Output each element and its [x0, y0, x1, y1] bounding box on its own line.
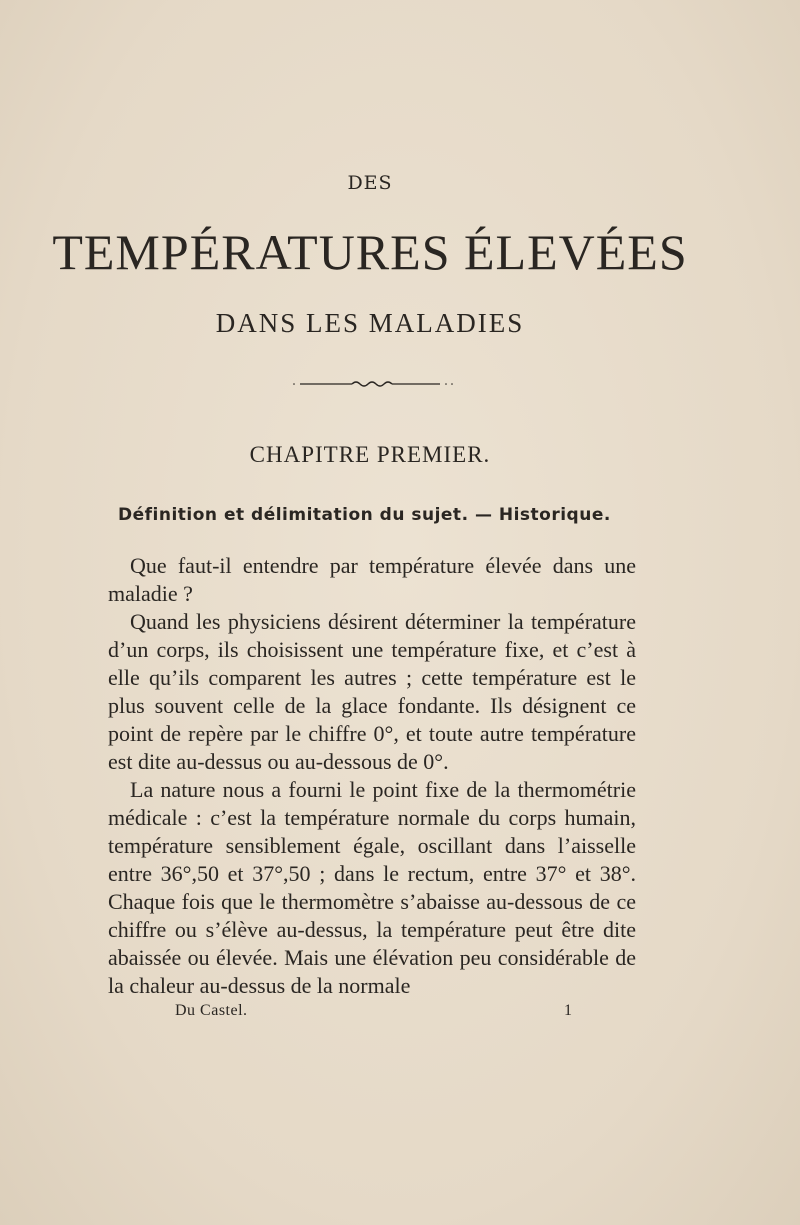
paragraph: Quand les physiciens désirent déterminer la température d’un corps, ils choisissent une température fixe, et c’est à elle qu’ils comparent les autres ; cette température est le plus souvent celle de la glace fondante. Ils désignent ce point de repère par le chiffre 0°, et toute autre température est dite au-dessus ou au-dessous de 0°. [108, 609, 636, 774]
book-title: TEMPÉRATURES ÉLEVÉES [52, 224, 688, 280]
paragraph: La nature nous a fourni le point fixe de la thermométrie médicale : c’est la température normale du corps humain, température sensiblement égale, oscillant dans l’aisselle entre 36°,50 et 37°,50 ; dans le rectum, entre 37° et 38°. Chaque fois que le thermomètre s’abaisse au-dessous de ce chiffre ou s’élève au-dessus, la température peut être dite abaissée ou élevée. Mais une élévation peu considérable de la chaleur au-dessus de la normale [108, 777, 636, 998]
footer-author: Du Castel. [175, 1002, 248, 1019]
paragraph: Que faut-il entendre par température élevée dans une maladie ? [108, 553, 636, 606]
book-subtitle: DANS LES MALADIES [215, 308, 525, 338]
ornament-divider [290, 378, 460, 390]
title-prefix: DES [347, 172, 393, 194]
section-heading: Définition et délimitation du sujet. — Historique. [118, 505, 611, 525]
body-text [108, 552, 636, 1000]
page-number: 1 [564, 1002, 572, 1019]
chapter-heading: CHAPITRE PREMIER. [249, 442, 491, 467]
